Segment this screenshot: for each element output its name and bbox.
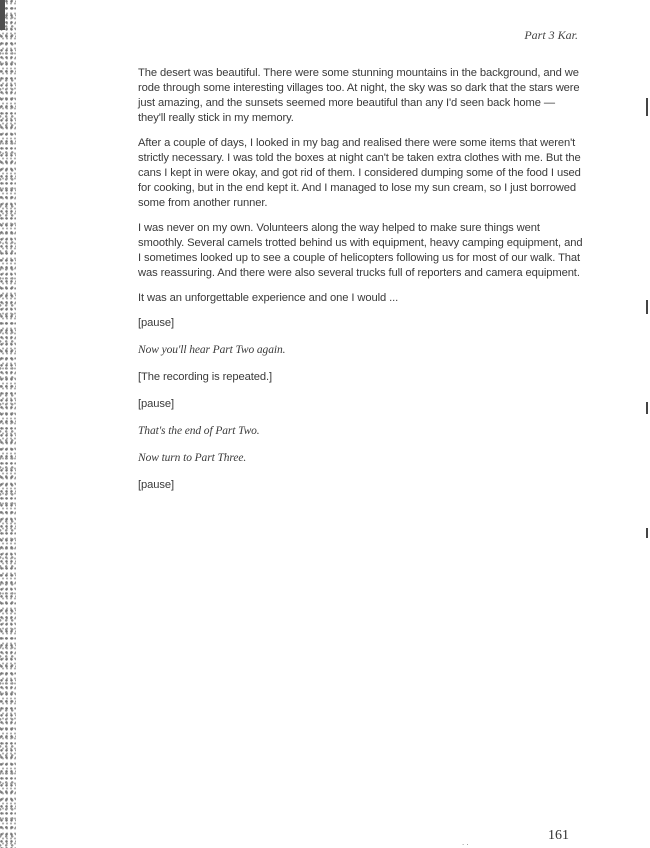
stage-direction: [pause] [138,398,174,410]
paragraph: I was never on my own. Volunteers along the way helped to make sure things went smoothly. Several camels trotted behind us with equipment, heavy camping equipment, and I sometimes looked up to see a couple of helicopters following us for most of our walk. That was reassuring. And there were also several trucks full of reporters and camera equipment. [138,222,583,279]
page-number: 161 [548,828,569,843]
script-line: Now you'll hear Part Two again. [138,344,286,356]
script-line: Now turn to Part Three. [138,452,247,464]
scan-edge-mark [646,528,648,538]
running-head: Part 3 Kar. [524,28,578,42]
footer-dots: . . [462,838,469,847]
scan-edge-mark [646,402,648,414]
page-body [138,66,584,505]
paragraph: After a couple of days, I looked in my bag and realised there were some items that weren't strictly necessary. I was told the boxes at night can't be taken extra clothes with me. But the cans I kept in were okay, and got rid of them. I considered dumping some of the food I used for cooking, but in the end kept it. And I managed to lose my sun cream, so I just borrowed some from another runner. [138,137,581,209]
scan-edge-mark [646,300,648,314]
stage-direction: [pause] [138,317,174,329]
script-line: That's the end of Part Two. [138,425,260,437]
scan-edge-noise [0,0,16,848]
stage-direction: [The recording is repeated.] [138,371,273,383]
stage-direction: [pause] [138,479,174,491]
paragraph: It was an unforgettable experience and one I would ... [138,292,399,304]
paragraph: The desert was beautiful. There were some stunning mountains in the background, and we rode through some interesting villages too. At night, the sky was so dark that the stars were just amazing, and the sunsets seemed more beautiful than any I'd seen back home — they'll really stick in my memory. [138,67,580,124]
scan-edge-mark [646,98,648,116]
